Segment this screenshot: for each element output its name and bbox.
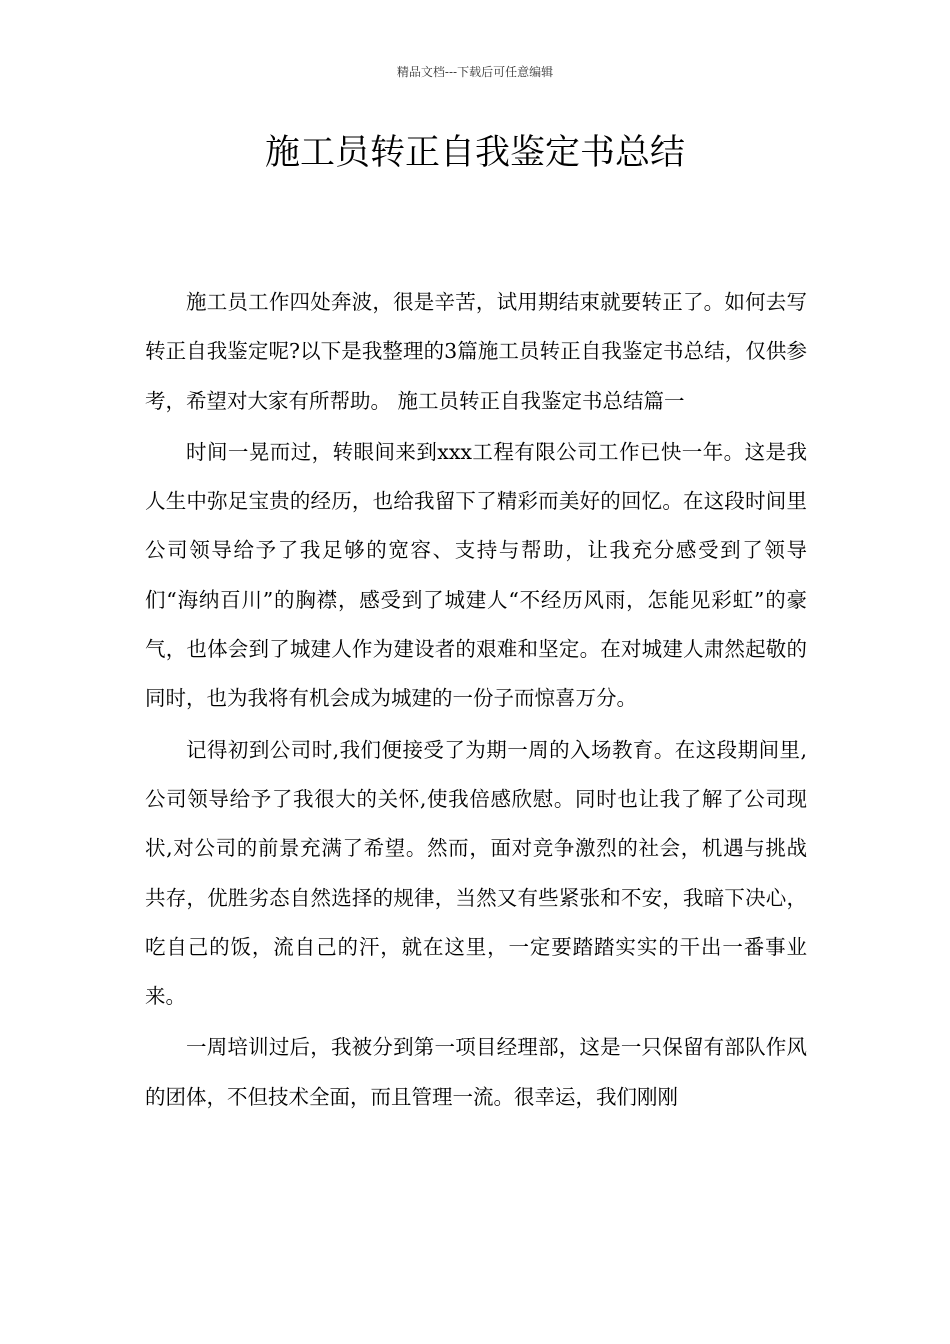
paragraph-time: 时间一晃而过，转眼间来到xxx工程有限公司工作已快一年。这是我人生中弥足宝贵的经历，也给我留下了精彩而美好的回忆。在这段时间里公司领导给予了我足够的宽容、支持与帮助，让我充分感受到了领导们“海纳百川”的胸襟，感受到了城建人“不经历风雨，怎能见彩虹”的豪气，也体会到了城建人作为建设者的艰难和坚定。在对城建人肃然起敬的同时，也为我将有机会成为城建的一份子而惊喜万分。 [145,439,807,711]
document-title: 施工员转正自我鉴定书总结 [264,133,685,173]
document-body [145,278,807,1124]
paragraph-intro: 施工员工作四处奔波，很是辛苦，试用期结束就要转正了。如何去写转正自我鉴定呢?以下是我整理的3篇施工员转正自我鉴定书总结，仅供参考，希望对大家有所帮助。 施工员转正自我鉴定书总结篇一 [145,290,807,413]
paragraph-assignment: 一周培训过后，我被分到第一项目经理部，这是一只保留有部队作风的团体，不但技术全面，而且管理一流。很幸运，我们刚刚 [145,1035,807,1109]
paragraph-training: 记得初到公司时,我们便接受了为期一周的入场教育。在这段期间里,公司领导给予了我很大的关怀,使我倍感欣慰。同时也让我了解了公司现状,对公司的前景充满了希望。然而，面对竞争激烈的社会，机遇与挑战共存，优胜劣态自然选择的规律，当然又有些紧张和不安，我暗下决心，吃自己的饭，流自己的汗，就在这里，一定要踏踏实实的干出一番事业来。 [145,737,807,1009]
page-header: 精品文档---下载后可任意编辑 [396,65,554,79]
